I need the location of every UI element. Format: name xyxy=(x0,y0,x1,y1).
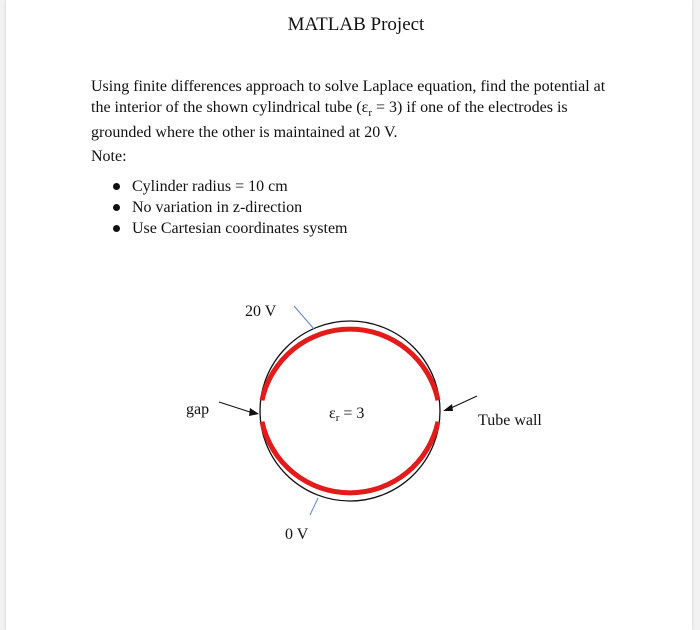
tube-wall-arrow-line xyxy=(451,396,477,408)
top-electrode-label: 20 V xyxy=(245,303,277,320)
bullet-text: Cylinder radius = 10 cm xyxy=(132,178,288,195)
problem-text-start: Using finite differences approach to solve Laplace equation, find the potential at the interior of the shown cylindrical tube (ε xyxy=(91,78,606,116)
bottom-electrode-label: 0 V xyxy=(285,526,309,543)
problem-text-end: = 3) if one of the electrodes is grounded where the other is maintained at 20 V. xyxy=(91,98,568,142)
bottom-electrode-leader-line xyxy=(310,498,318,515)
permittivity-label xyxy=(329,405,364,424)
tube-wall-arrow-head-icon xyxy=(443,404,453,411)
tube-wall-label: Tube wall xyxy=(478,412,542,429)
page-title: MATLAB Project xyxy=(287,14,425,35)
gap-arrow-head-icon xyxy=(249,408,259,416)
permittivity-symbol: ε xyxy=(329,405,336,422)
gap-label: gap xyxy=(186,401,210,418)
problem-text-subscript: r xyxy=(368,106,372,119)
top-electrode-arc xyxy=(262,329,438,400)
bullet-text: Use Cartesian coordinates system xyxy=(132,220,348,237)
top-electrode-leader-line xyxy=(294,306,314,329)
permittivity-subscript: r xyxy=(335,412,340,424)
note-label: Note: xyxy=(91,148,127,165)
bullet-text: No variation in z-direction xyxy=(132,199,303,216)
permittivity-value: = 3 xyxy=(339,405,365,422)
gap-arrow-line xyxy=(219,402,253,413)
bottom-electrode-arc xyxy=(262,422,438,493)
